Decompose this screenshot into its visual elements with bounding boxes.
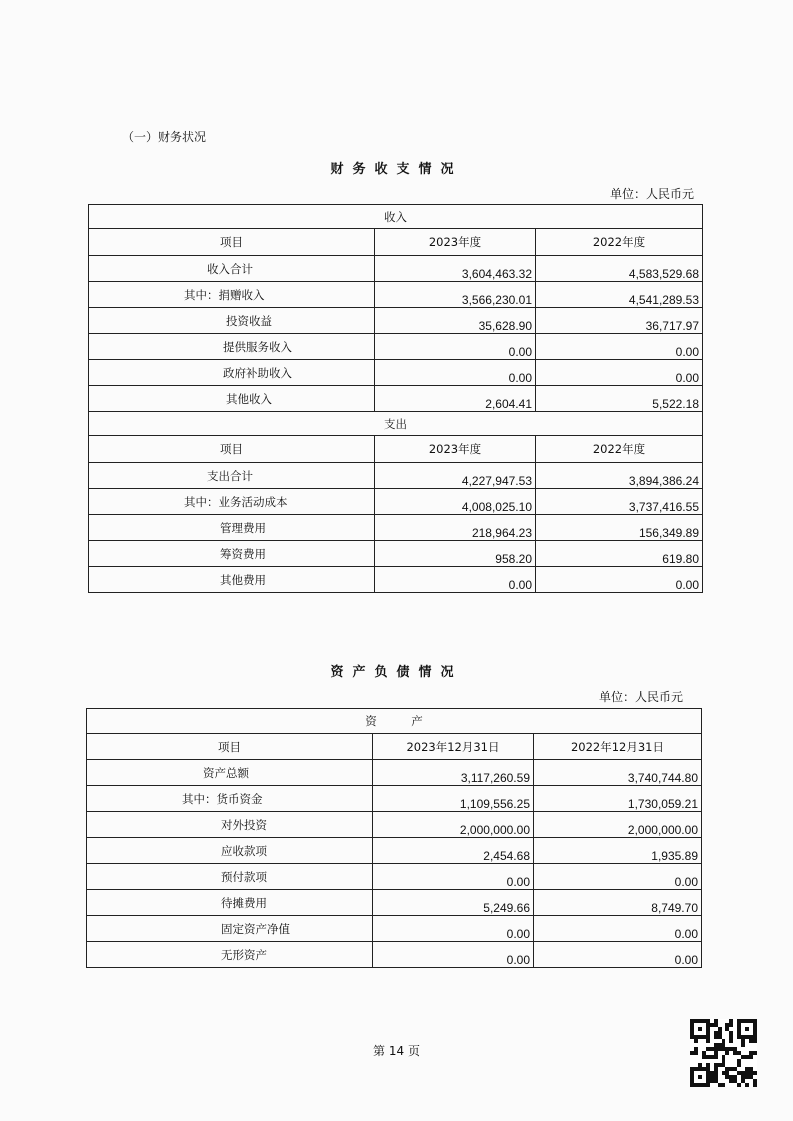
value-previous: 0.00: [534, 916, 702, 942]
value-previous: 1,935.89: [534, 838, 702, 864]
value-current: 958.20: [375, 541, 536, 567]
value-current: 35,628.90: [375, 308, 536, 334]
table-row: [89, 308, 703, 334]
page-number: 第 14 页: [373, 1044, 420, 1058]
table-row: [89, 282, 703, 308]
value-previous: 5,522.18: [536, 386, 703, 412]
value-current: 2,454.68: [373, 838, 534, 864]
value-previous: 0.00: [536, 567, 703, 593]
header-item: 项目: [87, 734, 373, 760]
table-row: [89, 541, 703, 567]
value-current: 0.00: [373, 942, 534, 968]
value-previous: 0.00: [534, 942, 702, 968]
value-previous: 2,000,000.00: [534, 812, 702, 838]
expense-section-title: 支出: [89, 412, 703, 436]
income-section-title: 收入: [89, 205, 703, 229]
table-row: [87, 916, 702, 942]
row-label: 其中：业务活动成本: [89, 489, 375, 515]
header-current-date: 2023年12月31日: [373, 734, 534, 760]
value-current: 3,604,463.32: [375, 256, 536, 282]
table-row: [89, 567, 703, 593]
row-label: 收入合计: [89, 256, 375, 282]
row-label: 应收款项: [87, 838, 373, 864]
header-previous-date: 2022年12月31日: [534, 734, 702, 760]
table-row: [89, 360, 703, 386]
table-row: [89, 463, 703, 489]
value-previous: 3,894,386.24: [536, 463, 703, 489]
balance-sheet-table: [86, 708, 702, 968]
row-label: 无形资产: [87, 942, 373, 968]
row-label: 提供服务收入: [89, 334, 375, 360]
income-statement-table: [88, 204, 703, 593]
value-previous: 0.00: [536, 334, 703, 360]
value-current: 0.00: [375, 360, 536, 386]
header-current-year: 2023年度: [375, 436, 536, 463]
row-label: 其他收入: [89, 386, 375, 412]
table-row: [89, 256, 703, 282]
table-row: [87, 786, 702, 812]
value-current: 5,249.66: [373, 890, 534, 916]
value-previous: 0.00: [534, 864, 702, 890]
table-row: [89, 489, 703, 515]
value-current: 4,227,947.53: [375, 463, 536, 489]
header-current-year: 2023年度: [375, 229, 536, 256]
value-current: 0.00: [373, 864, 534, 890]
row-label: 其他费用: [89, 567, 375, 593]
value-previous: 8,749.70: [534, 890, 702, 916]
value-previous: 3,740,744.80: [534, 760, 702, 786]
value-current: 0.00: [373, 916, 534, 942]
table-row: [87, 760, 702, 786]
income-statement-title: 财务收支情况: [330, 162, 463, 177]
value-current: 4,008,025.10: [375, 489, 536, 515]
value-current: 0.00: [375, 334, 536, 360]
assets-section-title: 资 产: [87, 709, 702, 734]
table-row: [89, 515, 703, 541]
row-label: 资产总额: [87, 760, 373, 786]
row-label: 待摊费用: [87, 890, 373, 916]
value-previous: 619.80: [536, 541, 703, 567]
row-label: 其中：货币资金: [87, 786, 373, 812]
value-current: 3,117,260.59: [373, 760, 534, 786]
row-label: 对外投资: [87, 812, 373, 838]
section-heading: （一）财务状况: [122, 130, 207, 144]
row-label: 政府补助收入: [89, 360, 375, 386]
table-row: [87, 838, 702, 864]
table-row: [87, 890, 702, 916]
header-item: 项目: [89, 436, 375, 463]
header-previous-year: 2022年度: [536, 436, 703, 463]
header-item: 项目: [89, 229, 375, 256]
value-current: 1,109,556.25: [373, 786, 534, 812]
header-previous-year: 2022年度: [536, 229, 703, 256]
qr-code-icon: [690, 1019, 757, 1087]
value-previous: 4,583,529.68: [536, 256, 703, 282]
value-previous: 36,717.97: [536, 308, 703, 334]
value-previous: 156,349.89: [536, 515, 703, 541]
row-label: 其中：捐赠收入: [89, 282, 375, 308]
table-row: [89, 386, 703, 412]
value-current: 2,604.41: [375, 386, 536, 412]
value-current: 3,566,230.01: [375, 282, 536, 308]
income-statement-unit: 单位：人民币元: [610, 187, 695, 201]
table-row: [87, 942, 702, 968]
row-label: 筹资费用: [89, 541, 375, 567]
value-previous: 4,541,289.53: [536, 282, 703, 308]
value-current: 2,000,000.00: [373, 812, 534, 838]
table-row: [87, 864, 702, 890]
row-label: 固定资产净值: [87, 916, 373, 942]
value-current: 218,964.23: [375, 515, 536, 541]
row-label: 管理费用: [89, 515, 375, 541]
table-row: [87, 812, 702, 838]
row-label: 支出合计: [89, 463, 375, 489]
value-previous: 3,737,416.55: [536, 489, 703, 515]
balance-sheet-unit: 单位：人民币元: [599, 690, 684, 704]
row-label: 预付款项: [87, 864, 373, 890]
value-previous: 1,730,059.21: [534, 786, 702, 812]
value-previous: 0.00: [536, 360, 703, 386]
table-row: [89, 334, 703, 360]
row-label: 投资收益: [89, 308, 375, 334]
balance-sheet-title: 资产负债情况: [330, 665, 463, 680]
value-current: 0.00: [375, 567, 536, 593]
